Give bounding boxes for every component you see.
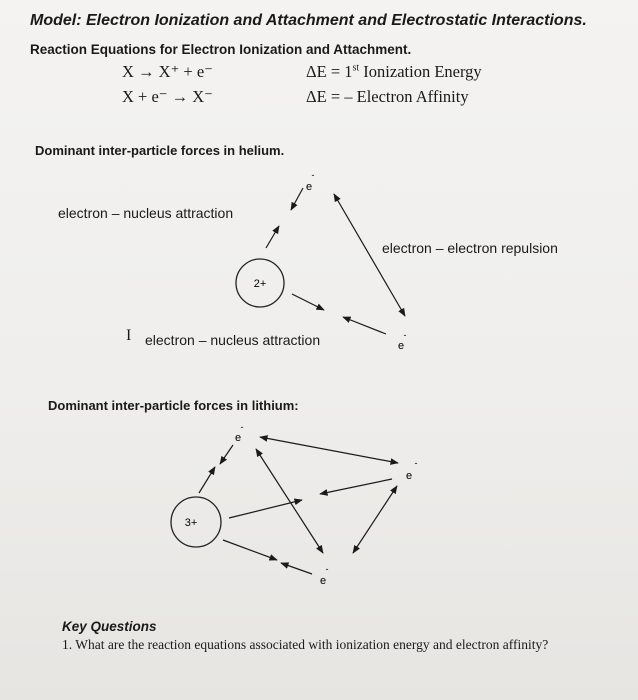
lithium-electron-top: e — [234, 432, 242, 444]
helium-electron-right: e — [397, 340, 405, 352]
li-arrow-right-to-nucleus — [320, 479, 392, 494]
helium-arrow-top-to-nucleus — [291, 188, 303, 210]
li-repulsion-top-bottom — [256, 449, 323, 553]
helium-attraction-label-bottom: electron – nucleus attraction — [145, 332, 321, 348]
li-arrow-nucleus-to-bottom — [223, 540, 277, 560]
helium-heading: Dominant inter-particle forces in helium. — [35, 143, 285, 158]
page-title: Model: Electron Ionization and Attachment and Electrostatic Interactions. — [30, 12, 587, 29]
lithium-electron-bottom: e — [319, 575, 327, 587]
reaction-equations-heading: Reaction Equations for Electron Ionization and Attachment. — [30, 42, 412, 57]
helium-electron-top-charge: - — [311, 170, 315, 180]
lithium-electron-right-charge: - — [414, 458, 418, 468]
key-question-1: 1. What are the reaction equations associated with ionization energy and electron affinity? — [62, 637, 549, 652]
helium-attraction-label-left: electron – nucleus attraction — [58, 205, 234, 221]
helium-electron-right-charge: - — [403, 330, 407, 340]
ionization-energy-equation: ΔE = 1st Ionization Energy — [306, 62, 482, 81]
electron-affinity-equation: ΔE = – Electron Affinity — [306, 87, 469, 106]
helium-repulsion-label: electron – electron repulsion — [382, 240, 558, 256]
lithium-nucleus-charge: 3+ — [184, 517, 198, 529]
helium-nucleus-charge: 2+ — [253, 278, 267, 290]
helium-electron-top: e — [305, 181, 313, 193]
helium-arrow-nucleus-to-top — [266, 226, 279, 248]
key-questions-heading: Key Questions — [62, 619, 157, 634]
lithium-electron-bottom-charge: - — [325, 564, 329, 574]
attachment-reaction: X + e⁻ → X⁻ — [122, 87, 213, 106]
ionization-reaction: X → X⁺ + e⁻ — [122, 62, 213, 81]
lithium-electron-top-charge: - — [240, 422, 244, 432]
text-cursor-icon: I — [126, 327, 132, 344]
li-arrow-top-to-nucleus — [220, 445, 233, 464]
li-arrow-bottom-to-nucleus — [281, 563, 312, 574]
helium-arrow-nucleus-to-right — [292, 294, 324, 310]
helium-arrow-right-to-nucleus — [343, 317, 386, 334]
helium-repulsion-arrow — [334, 194, 405, 316]
lithium-heading: Dominant inter-particle forces in lithium: — [48, 398, 299, 413]
li-arrow-nucleus-to-top — [199, 467, 215, 493]
lithium-electron-right: e — [405, 470, 413, 482]
li-repulsion-top-right — [260, 437, 398, 463]
li-repulsion-right-bottom — [353, 486, 397, 553]
